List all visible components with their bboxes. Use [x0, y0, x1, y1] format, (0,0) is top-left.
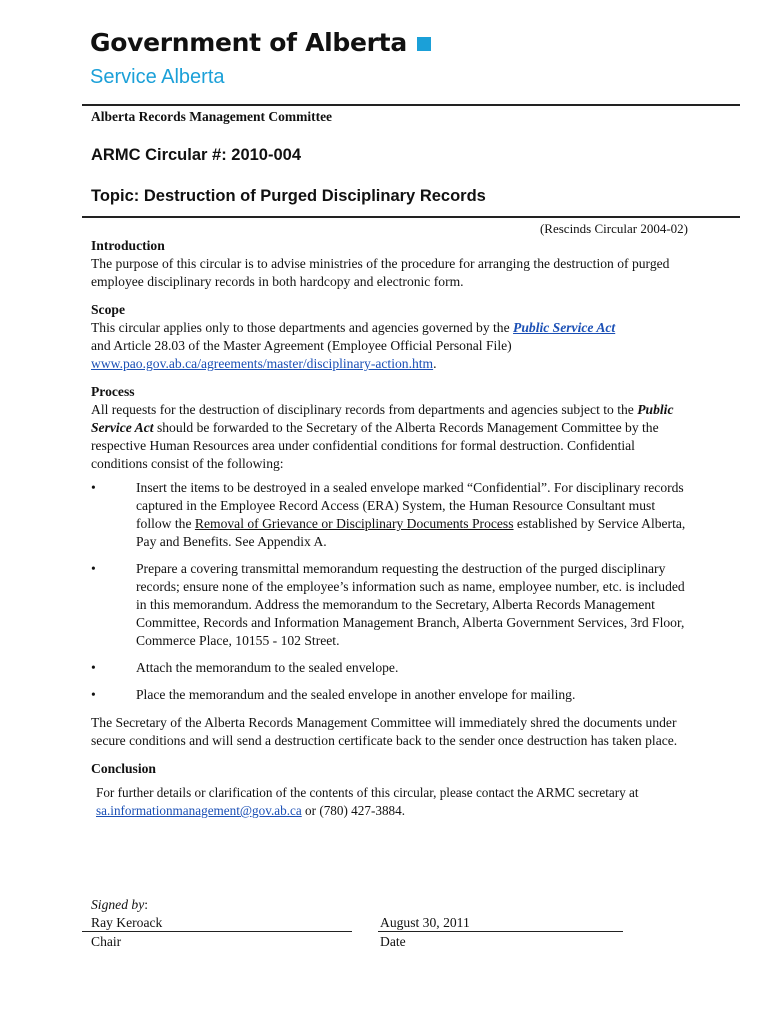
signer-name: Ray Keroack: [91, 915, 163, 930]
date-label: Date: [380, 934, 406, 949]
public-service-act-link[interactable]: Public Service Act: [513, 320, 616, 335]
list-item: • Place the memorandum and the sealed envelope in another envelope for mailing.: [91, 687, 576, 702]
rescinds-note: (Rescinds Circular 2004-02): [539, 221, 688, 236]
header-rule: [82, 104, 740, 106]
disciplinary-action-url-link[interactable]: www.pao.gov.ab.ca/agreements/master/disciplinary-action.htm: [91, 356, 434, 371]
logo-square-icon: [417, 37, 431, 51]
bullet-icon: •: [91, 687, 96, 702]
removal-process-link[interactable]: Removal of Grievance or Disciplinary Documents Process: [194, 516, 514, 531]
circular-body: [91, 237, 691, 820]
bullet-icon: •: [91, 561, 96, 576]
signature-line: [82, 931, 352, 932]
bullet-icon: •: [91, 660, 96, 675]
process-heading: Process: [91, 384, 135, 399]
secretary-email-link[interactable]: sa.informationmanagement@gov.ab.ca: [96, 803, 302, 818]
bullet-icon: •: [91, 480, 96, 495]
circular-topic: Topic: Destruction of Purged Disciplinary Records: [91, 187, 486, 205]
intro-text: The purpose of this circular is to advise ministries of the procedure for arranging the destruction of purged employee disciplinary records in both hardcopy and electronic form.: [91, 256, 670, 289]
list-item: • Attach the memorandum to the sealed envelope.: [91, 660, 399, 675]
scope-heading: Scope: [91, 302, 125, 317]
signature-date: August 30, 2011: [380, 915, 470, 930]
list-item: • Insert the items to be destroyed in a sealed envelope marked “Confidential”. For disciplinary records captured in the Employee Record Access (ERA) System, the Human Resource Consultant must follow the Removal of Grievance or Disciplinary Documents Process established by Service Alberta, Pay and Benefits. See Appendix A.: [91, 480, 686, 549]
signed-by-label: Signed by: [91, 897, 145, 912]
circular-number: ARMC Circular #: 2010-004: [91, 146, 302, 164]
signature-block: Signed by: Ray Keroack Chair: [91, 897, 163, 949]
intro-heading: Introduction: [91, 238, 165, 253]
date-line: [378, 931, 623, 932]
process-text: All requests for the destruction of disciplinary records from departments and agencies subject to the Public Service Act should be forwarded to the Secretary of the Alberta Records Management Committee by the respective Human Resources area under confidential conditions for formal destruction. Confidential conditions consist of the following:: [91, 402, 674, 471]
government-logo: [90, 28, 431, 90]
process-steps: [91, 479, 691, 704]
signer-title: Chair: [91, 934, 122, 949]
logo-government-name: Government of Alberta: [90, 28, 431, 58]
scope-text: This circular applies only to those departments and agencies governed by the Public Service Act and Article 28.03 of the Master Agreement (Employee Official Personal File) www.pao.gov.ab.ca/agreements/master/disciplinary-action.htm.: [91, 320, 616, 371]
committee-name: Alberta Records Management Committee: [91, 109, 333, 124]
conclusion-text: For further details or clarification of the contents of this circular, please contact the ARMC secretary at sa.informationmanagement@gov.ab.ca or (780) 427-3884.: [96, 785, 639, 818]
date-block: [380, 914, 470, 951]
closing-text: The Secretary of the Alberta Records Management Committee will immediately shred the documents under secure conditions and will send a destruction certificate back to the sender once destruction has taken place.: [91, 715, 678, 748]
topic-rule: [82, 216, 740, 218]
logo-service-name: Service Alberta: [90, 66, 225, 88]
conclusion-heading: Conclusion: [91, 761, 156, 776]
list-item: • Prepare a covering transmittal memorandum requesting the destruction of the purged disciplinary records; ensure none of the employee’s information such as name, employee number, etc. is included in this memorandum. Address the memorandum to the Secretary, Alberta Records Management Committee, Records and Information Management Branch, Alberta Government Services, 3rd Floor, Commerce Place, 10155 - 102 Street.: [91, 561, 685, 648]
